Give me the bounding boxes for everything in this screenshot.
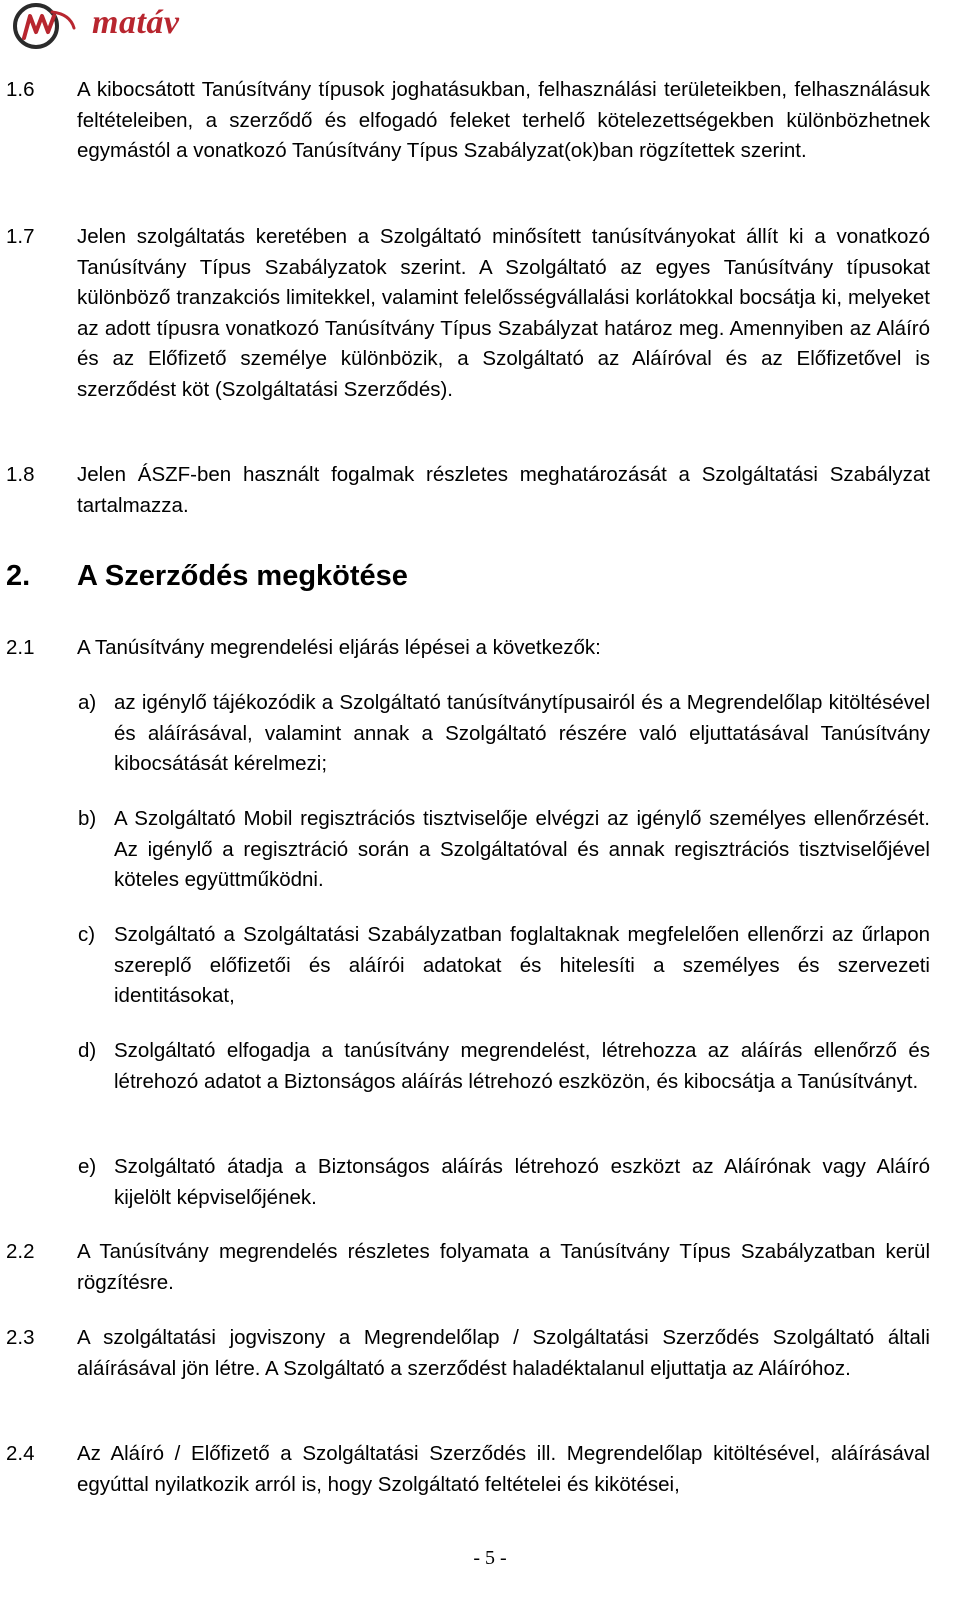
logo-wordmark: matáv (92, 4, 180, 41)
list-item-letter: c) (78, 923, 96, 946)
list-item-text: A Szolgáltató Mobil regisztrációs tisztviselője elvégzi az igénylő személyes ellenőrzését. Az igénylő a regisztráció során a Szolgáltatóval és annak regisztrációs tisztviselőjével köteles együttműködni. (114, 807, 930, 892)
list-item-letter: d) (78, 1039, 97, 1062)
list-item-text: Szolgáltató a Szolgáltatási Szabályzatban foglaltaknak megfelelően ellenőrzi az űrlapon szereplő előfizetői és aláírói adatokat és hitelesíti a személyes és szervezeti identitásokat, (114, 923, 930, 1008)
list-item-text: Szolgáltató átadja a Biztonságos aláírás létrehozó eszközt az Aláírónak vagy Aláíró kijelölt képviselőjének. (114, 1155, 930, 1209)
page-header (0, 0, 960, 62)
section-number: 2.1 (6, 636, 35, 659)
list-item-text: az igénylő tájékozódik a Szolgáltató tanúsítványtípusairól és a Megrendelőlap kitöltésével és aláírásával, valamint annak a Szolgáltató részére való eljuttatásával Tanúsítvány kibocsátását kérelmezi; (114, 691, 930, 776)
list-item-letter: b) (78, 807, 97, 830)
section-text: Az Aláíró / Előfizető a Szolgáltatási Szerződés ill. Megrendelőlap kitöltésével, aláírásával egyúttal nyilatkozik arról is, hogy Szolgáltató feltételei és kikötései, (77, 1442, 930, 1496)
section-number: 2.4 (6, 1442, 35, 1465)
section-text: A szolgáltatási jogviszony a Megrendelőlap / Szolgáltatási Szerződés Szolgáltató általi aláírásával jön létre. A Szolgáltató a szerződést haladéktalanul eljuttatja az Aláíróhoz. (77, 1326, 930, 1380)
section-heading: A Szerződés megkötése (77, 560, 408, 592)
section-number: 2.3 (6, 1326, 35, 1349)
section-text: Jelen ÁSZF-ben használt fogalmak részletes meghatározását a Szolgáltatási Szabályzat tartalmazza. (77, 463, 930, 517)
heading-number: 2. (6, 560, 31, 592)
list-item-letter: a) (78, 691, 97, 714)
list-item-letter: e) (78, 1155, 97, 1178)
section-number: 1.7 (6, 225, 35, 248)
page-number: - 5 - (473, 1547, 507, 1569)
list-item-text: Szolgáltató elfogadja a tanúsítvány megrendelést, létrehozza az aláírás ellenőrző és létrehozó adatot a Biztonságos aláírás létrehozó eszközön, és kibocsátja a Tanúsítványt. (114, 1039, 930, 1093)
section-text: Jelen szolgáltatás keretében a Szolgáltató minősített tanúsítványokat állít ki a vonatkozó Tanúsítvány Típus Szabályzatok szerint. A Szolgáltató az egyes Tanúsítvány típusokat különböző tranzakciós limitekkel, valamint felelősségvállalási korlátokkal bocsátja ki, melyeket az adott típusra vonatkozó Tanúsítvány Típus Szabályzat határoz meg. Amennyiben az Aláíró és az Előfizető személye különbözik, a Szolgáltató az Aláíróval és az Előfizetővel is szerződést köt (Szolgáltatási Szerződés). (77, 225, 930, 401)
matav-logo-icon (12, 2, 78, 50)
section-text: A kibocsátott Tanúsítvány típusok joghatásukban, felhasználási területeikben, felhasználásuk feltételeiben, a szerződő és elfogadó feleket terhelő kötelezettségekben különbözhetnek egymástól a vonatkozó Tanúsítvány Típus Szabályzat(ok)ban rögzítettek szerint. (77, 78, 930, 163)
section-text: A Tanúsítvány megrendelés részletes folyamata a Tanúsítvány Típus Szabályzatban kerül rögzítésre. (77, 1240, 930, 1294)
section-number: 2.2 (6, 1240, 35, 1263)
section-number: 1.6 (6, 78, 35, 101)
section-number: 1.8 (6, 463, 35, 486)
section-text: A Tanúsítvány megrendelési eljárás lépései a következők: (77, 636, 601, 659)
